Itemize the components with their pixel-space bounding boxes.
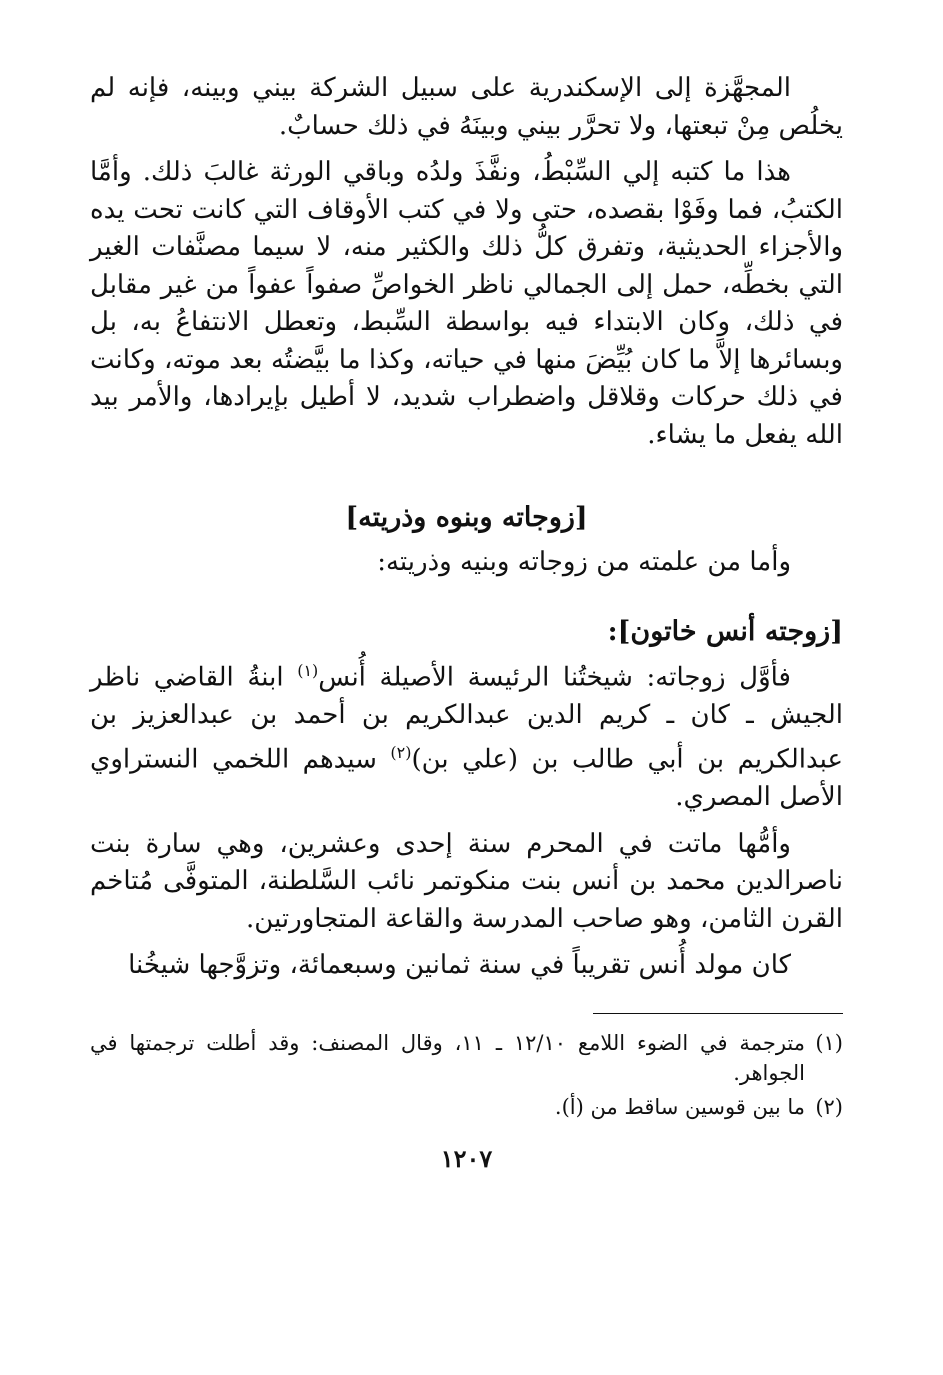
paragraph-5: كان مولد أُنس تقريباً في سنة ثمانين وسبعمائة، وتزوَّجها شيخُنا	[128, 950, 791, 981]
footnote-1-number: (١)	[815, 1030, 843, 1055]
book-page	[90, 70, 843, 1300]
footnote-divider	[593, 1013, 843, 1014]
paragraph-3-part-3: سيدهم اللخمي النستراوي الأصل المصري.	[90, 744, 843, 813]
sub-title: [زوجته أنس خاتون]:	[607, 615, 843, 647]
section-title: [زوجاته وبنوه وذريته]	[345, 502, 588, 533]
paragraph-3-part-2: ابنةُ القاضي ناظر الجيش ـ كان ـ كريم الدين عبدالكريم بن أحمد بن عبدالعزيز بن عبدالكريم بن أبي طالب بن (علي بن)	[90, 662, 843, 775]
footnote-ref-1: (١)	[297, 660, 319, 680]
paragraph-3	[90, 652, 843, 817]
footnote-2-number: (٢)	[815, 1094, 843, 1119]
paragraph-4: وأمُّها ماتت في المحرم سنة إحدى وعشرين، وهي سارة بنت ناصرالدين محمد بن أنس بنت منكوتمر نائب السَّلطنة، المتوفَّى مُتاخم القرن الثامن، وهو صاحب المدرسة والقاعة المتجاورتين.	[90, 828, 843, 934]
footnote-1	[90, 1028, 843, 1088]
section-intro: وأما من علمته من زوجاته وبنيه وذريته:	[377, 547, 791, 577]
footnote-ref-2: (٢)	[390, 743, 412, 763]
paragraph-3-part-1: فأوَّل زوجاته: شيختُنا الرئيسة الأصيلة أُنس	[318, 662, 791, 693]
paragraph-1: المجهَّزة إلى الإسكندرية على سبيل الشركة بيني وبينه، فإنه لم يخلُص مِنْ تبعتها، ولا تحرَّر بيني وبينَهُ في ذلك حسابٌ.	[90, 73, 843, 141]
footnote-2-text: ما بين قوسين ساقط من (أ).	[554, 1094, 805, 1119]
footnote-1-text: مترجمة في الضوء اللامع ١٢/١٠ ـ ١١، وقال المصنف: وقد أطلت ترجمتها في الجواهر.	[90, 1030, 805, 1085]
footnote-2	[90, 1092, 843, 1122]
paragraph-2: هذا ما كتبه إلي السِّبْطُ، ونفَّذَ ولدُه وباقي الورثة غالبَ ذلك. وأمَّا الكتبُ، فما وفَوْا بقصده، حتى ولا في كتب الأوقاف التي كانت تحت يده والأجزاء الحديثية، وتفرق كلُّ ذلك والكثير منه، لا سيما مصنَّفات الغير التي بخطِّه، حمل إلى الجمالي ناظر الخواصِّ صفواً عفواً من غير مقابل في ذلك، وكان الابتداء فيه بواسطة السِّبط، وتعطل الانتفاعُ به، بل وبسائرها إلاَّ ما كان بُيِّضَ منها في حياته، وكذا ما بيَّضتُه بعد موته، وكانت في ذلك حركات وقلاقل واضطراب شديد، لا أطيل بإيرادها، والأمر بيد الله يفعل ما يشاء.	[90, 157, 843, 450]
page-number: ١٢٠٧	[440, 1143, 493, 1173]
